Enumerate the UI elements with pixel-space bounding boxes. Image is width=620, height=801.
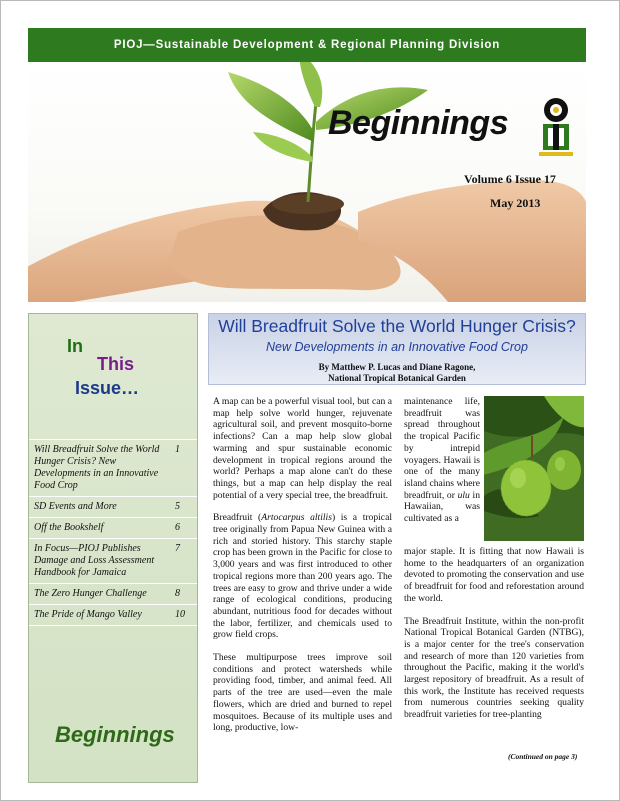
- article-headline: Will Breadfruit Solve the World Hunger Crisis?: [218, 316, 576, 336]
- toc-item-title: The Pride of Mango Valley: [34, 609, 142, 620]
- toc-item-page: 8: [175, 588, 180, 599]
- article-paragraph: A map can be a powerful visual tool, but can a map help solve world hunger, rejuvenate agricultural soil, and prevent mosquito-borne infections? Can a map help slow global warming and spur sustainable economic development in tropical regions around the world? Perhaps a map alone can't do these things, but a map can help display the real potential of a very special tree, the breadfruit.: [213, 396, 392, 501]
- byline-affiliation: National Tropical Botanical Garden: [328, 373, 466, 383]
- issue-date: May 2013: [490, 196, 541, 210]
- issue-volume: Volume 6 Issue 17: [464, 172, 556, 186]
- in-this-issue-sidebar: [28, 313, 198, 783]
- article-byline: [209, 362, 585, 384]
- article-column-right-wrap: [404, 396, 480, 536]
- article-paragraph: maintenance life, breadfruit was spread throughout the tropical Pacific by intrepid voyagers. Hawaii is one of the many island chains where breadfruit, or ulu in Hawaiian, was cultivated as a: [404, 396, 480, 525]
- article-paragraph: These multipurpose trees improve soil conditions and protect watersheds while providing food, timber, and animal feed. All parts of the tree are used—even the male flowers, which are dried and burned to repel mosquitoes. Because of its multiple uses and long, productive, low-: [213, 652, 392, 734]
- masthead: [28, 62, 586, 302]
- newsletter-title: Beginnings: [328, 104, 509, 142]
- toc-item[interactable]: [29, 583, 197, 604]
- sidebar-heading-this: This: [97, 354, 135, 374]
- toc-item-title: The Zero Hunger Challenge: [34, 588, 147, 599]
- toc-item-title: In Focus—PIOJ Publishes Damage and Loss Assessment Handbook for Jamaica: [34, 543, 155, 578]
- byline-authors: By Matthew P. Lucas and Diane Ragone,: [318, 362, 476, 372]
- division-banner: PIOJ—Sustainable Development & Regional Planning Division: [28, 28, 586, 62]
- article-paragraph: The Breadfruit Institute, within the non-profit National Tropical Botanical Garden (NTBG), is a major center for the tree's conservation and research of more than 120 varieties from throughout the Pacific, making it the world's largest repository of breadfruit. As a result of this work, the Institute has received requests from numerous countries seeking quality breadfruit varieties for tree-planting: [404, 615, 584, 721]
- toc-item-page: 6: [175, 522, 180, 533]
- toc-item[interactable]: [29, 439, 197, 496]
- toc-item-page: 5: [175, 501, 180, 512]
- toc-item[interactable]: [29, 517, 197, 538]
- sidebar-heading-in: In: [67, 336, 83, 356]
- article-column-left: [213, 396, 392, 745]
- article-paragraph: major staple. It is fitting that now Hawaii is home to the headquarters of an organization devoted to promoting the conservation and use of breadfruit for food and reforestation around the world.: [404, 546, 584, 604]
- continued-note[interactable]: (Continued on page 3): [508, 752, 578, 761]
- breadfruit-on-tree-image: [484, 396, 584, 541]
- pioj-logo-icon: [534, 94, 578, 158]
- toc-item-page: 10: [175, 609, 185, 620]
- article-paragraph: Breadfruit (Artocarpus altilis) is a tropical tree originally from Papua New Guinea with a rich and storied history. This starchy staple crop has been grown in the Pacific for close to 3,000 years and was first introduced to other tropical regions more than 200 years ago. The trees are easy to grow and thrive under a wide range of ecological conditions, producing abundant, nutritious food for decades without the labor, fertilizer, and chemicals used to grow field crops.: [213, 512, 392, 641]
- hawaiian-term: ulu: [457, 489, 470, 501]
- toc-item-page: 7: [175, 543, 180, 554]
- article-column-right: [404, 546, 584, 732]
- sidebar-heading-issue: Issue…: [75, 378, 140, 398]
- toc-item-title: Will Breadfruit Solve the World Hunger Crisis? New Developments in an Innovative Food Crop: [34, 444, 160, 491]
- toc-item-page: 1: [175, 444, 180, 455]
- toc-item-title: SD Events and More: [34, 501, 117, 512]
- table-of-contents: [29, 439, 197, 626]
- toc-item[interactable]: [29, 496, 197, 517]
- toc-item-title: Off the Bookshelf: [34, 522, 104, 533]
- sidebar-brand-title: Beginnings: [55, 722, 175, 747]
- toc-item[interactable]: [29, 538, 197, 583]
- scientific-name: Artocarpus altilis: [261, 512, 332, 524]
- toc-item[interactable]: [29, 604, 197, 626]
- article-subheadline: New Developments in an Innovative Food Crop: [266, 340, 528, 354]
- article-header: [208, 313, 586, 385]
